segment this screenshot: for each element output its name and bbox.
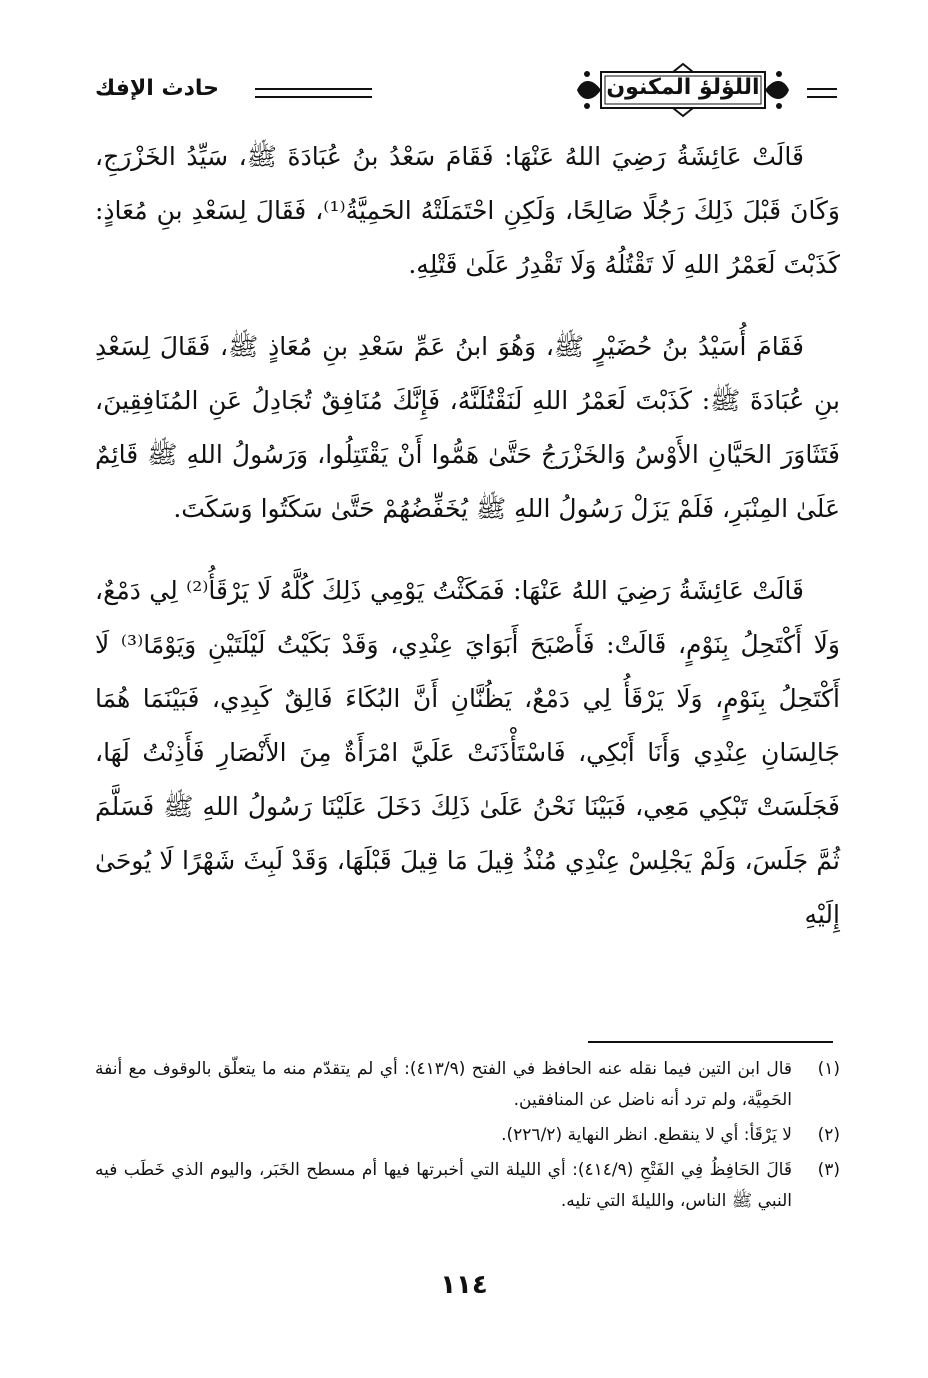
chapter-title: حادث الإفك (95, 76, 219, 101)
paragraph-3: قَالَتْ عَائِشَةُ رَضِيَ اللهُ عَنْهَا: فَمَكَثْتُ يَوْمِي ذَلِكَ كُلَّهُ لَا يَرْقَأُ⁽²⁾ لِي دَمْعٌ، وَلَا أَكْتَحِلُ بِنَوْمٍ، قَالَتْ: فَأَصْبَحَ أَبَوَايَ عِنْدِي، وَقَدْ بَكَيْتُ لَيْلَتَيْنِ وَيَوْمًا⁽³⁾ لَا أَكْتَحِلُ بِنَوْمٍ، وَلَا يَرْقَأُ لِي دَمْعٌ، يَظُنَّانِ أَنَّ البُكَاءَ فَالِقٌ كَبِدِي، فَبَيْنَمَا هُمَا جَالِسَانِ عِنْدِي وَأَنَا أَبْكِي، فَاسْتَأْذَنَتْ عَلَيَّ امْرَأَةٌ مِنَ الأَنْصَارِ فَأَذِنْتُ لَهَا، فَجَلَسَتْ تَبْكِي مَعِي، فَبَيْنَا نَحْنُ عَلَىٰ ذَلِكَ دَخَلَ عَلَيْنَا رَسُولُ اللهِ ﷺ فَسَلَّمَ ثُمَّ جَلَسَ، وَلَمْ يَجْلِسْ عِنْدِي مُنْذُ قِيلَ مَا قِيلَ قَبْلَهَا، وَقَدْ لَبِثَ شَهْرًا لَا يُوحَىٰ إِلَيْهِ (95, 576, 840, 929)
page-number: ١١٤ (440, 1270, 488, 1300)
footnote-2 (95, 1120, 840, 1151)
footnote-number: (٢) (817, 1125, 840, 1145)
header-rule-middle (255, 88, 372, 98)
main-text (95, 130, 840, 970)
book-title: اللؤلؤ المكنون (606, 75, 760, 100)
paragraph-1: قَالَتْ عَائِشَةُ رَضِيَ اللهُ عَنْهَا: فَقَامَ سَعْدُ بنُ عُبَادَةَ ﷺ، سَيِّدُ الخَزْرَجِ، وَكَانَ قَبْلَ ذَلِكَ رَجُلًا صَالِحًا، وَلَكِنِ احْتَمَلَتْهُ الحَمِيَّةُ⁽¹⁾، فَقَالَ لِسَعْدِ بنِ مُعَاذٍ: كَذَبْتَ لَعَمْرُ اللهِ لَا تَقْتُلُهُ وَلَا تَقْدِرُ عَلَىٰ قَتْلِهِ. (95, 142, 840, 279)
book-title-frame (573, 62, 793, 118)
footnote-1 (95, 1054, 840, 1116)
footnotes (95, 1054, 840, 1221)
footnote-text: لا يَرْقَأ: أي لا ينقطع. انظر النهاية (٢٢٦/٢). (501, 1125, 792, 1145)
paragraph-2: فَقَامَ أُسَيْدُ بنُ حُضَيْرٍ ﷺ، وَهُوَ ابنُ عَمِّ سَعْدِ بنِ مُعَاذٍ ﷺ، فَقَالَ لِسَعْدِ بنِ عُبَادَةَ ﷺ: كَذَبْتَ لَعَمْرُ اللهِ لَنَقْتُلَنَّهُ، فَإِنَّكَ مُنَافِقٌ تُجَادِلُ عَنِ المُنَافِقِينَ، فَتَثَاوَرَ الحَيَّانِ الأَوْسُ وَالخَزْرَجُ حَتَّىٰ هَمُّوا أَنْ يَقْتَتِلُوا، وَرَسُولُ اللهِ ﷺ قَائِمٌ عَلَىٰ المِنْبَرِ، فَلَمْ يَزَلْ رَسُولُ اللهِ ﷺ يُخَفِّضُهُمْ حَتَّىٰ سَكَتُوا وَسَكَتَ. (95, 332, 840, 523)
footnote-number: (١) (817, 1059, 840, 1079)
footnote-3 (95, 1155, 840, 1217)
footnote-text: قال ابن التين فيما نقله عنه الحافظ في الفتح (٤١٣/٩): أي لم يتقدّم منه ما يتعلّق بالوقوف مع أنفة الحَمِيَّة، ولم ترد أنه ناضل عن المنافقين. (95, 1059, 792, 1110)
footnote-text: قَالَ الحَافِظُ فِي الفَتْحِ (٤١٤/٩): أي الليلة التي أخبرتها فيها أم مسطح الخَبَر، واليوم الذي خَطَب فيه النبي ﷺ الناس، والليلةَ التي تليه. (95, 1160, 792, 1211)
header-rule-right (807, 88, 837, 98)
page-header (95, 62, 837, 120)
footnote-number: (٣) (817, 1160, 840, 1180)
footnote-separator (588, 1041, 833, 1043)
